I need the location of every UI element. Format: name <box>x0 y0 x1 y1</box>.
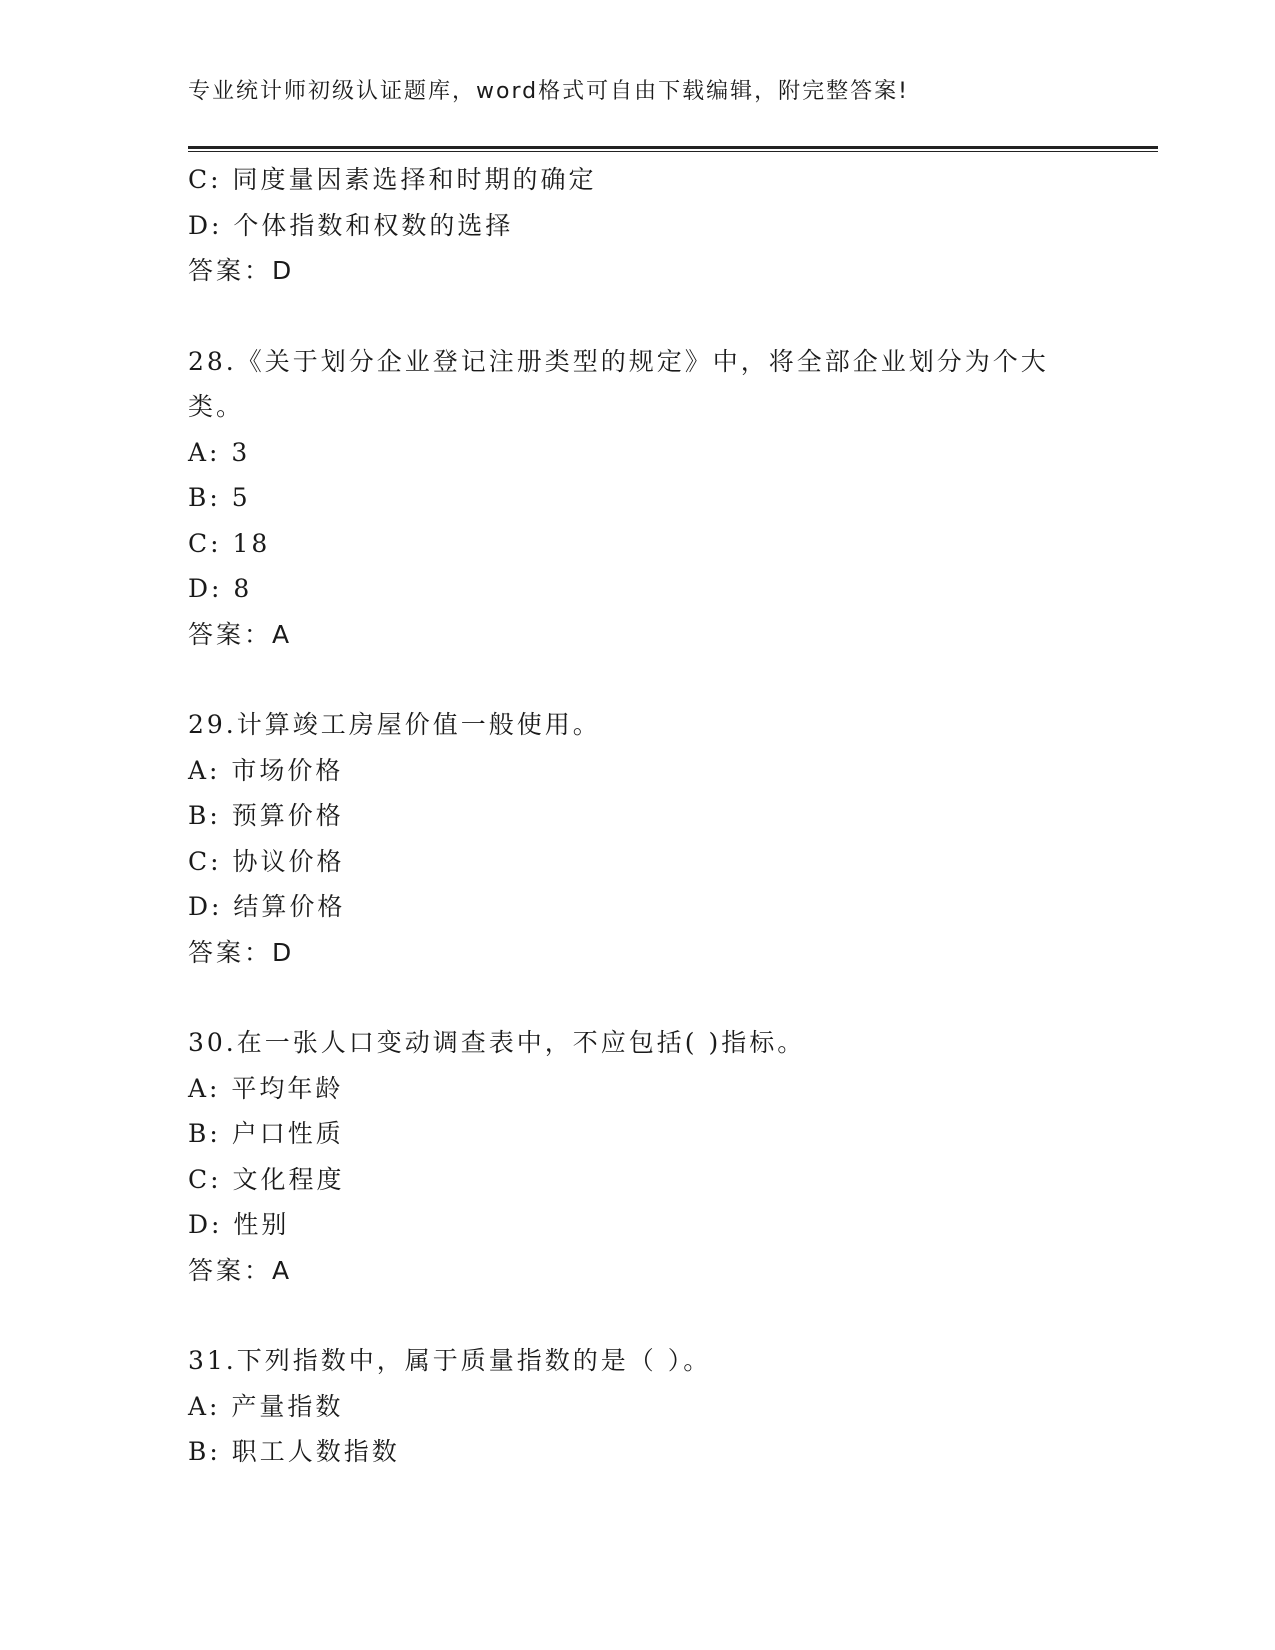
page-header: 专业统计师初级认证题库，word格式可自由下载编辑，附完整答案! <box>188 79 909 104</box>
answer-line: 答案：A <box>188 619 293 649</box>
option-line: C: 同度量因素选择和时期的确定 <box>188 165 597 194</box>
answer-line: 答案：D <box>188 937 295 967</box>
option-line: D: 8 <box>188 574 253 603</box>
option-line: D: 个体指数和权数的选择 <box>188 210 514 240</box>
spacer <box>188 1293 1088 1338</box>
answer-line: 答案：D <box>188 256 295 285</box>
spacer <box>188 294 1088 339</box>
option-line: B: 预算价格 <box>188 801 344 830</box>
question-text: 31.下列指数中，属于质量指数的是（ ）。 <box>188 1346 712 1375</box>
option-line: C: 协议价格 <box>188 846 345 876</box>
question-list <box>188 157 1088 1475</box>
option-line: A: 平均年龄 <box>188 1073 344 1103</box>
question-text: 28.《关于划分企业登记注册类型的规定》中，将全部企业划分为个大 <box>188 346 1049 376</box>
option-line: A: 产量指数 <box>188 1391 344 1421</box>
spacer <box>188 975 1088 1020</box>
question-text: 类。 <box>188 392 245 421</box>
spacer <box>188 657 1088 702</box>
option-line: B: 户口性质 <box>188 1119 344 1148</box>
option-line: A: 3 <box>188 437 251 467</box>
option-line: B: 5 <box>188 483 251 512</box>
answer-line: 答案：A <box>188 1255 293 1285</box>
option-line: C: 文化程度 <box>188 1164 345 1194</box>
option-line: D: 性别 <box>188 1210 290 1239</box>
option-line: B: 职工人数指数 <box>188 1437 400 1466</box>
question-text: 30.在一张人口变动调查表中，不应包括( )指标。 <box>188 1028 806 1057</box>
question-text: 29.计算竣工房屋价值一般使用。 <box>188 710 601 739</box>
option-line: A: 市场价格 <box>188 755 344 785</box>
option-line: D: 结算价格 <box>188 892 346 921</box>
header-rule-thin <box>188 151 1158 152</box>
header-rule-thick <box>188 146 1158 149</box>
option-line: C: 18 <box>188 528 271 558</box>
